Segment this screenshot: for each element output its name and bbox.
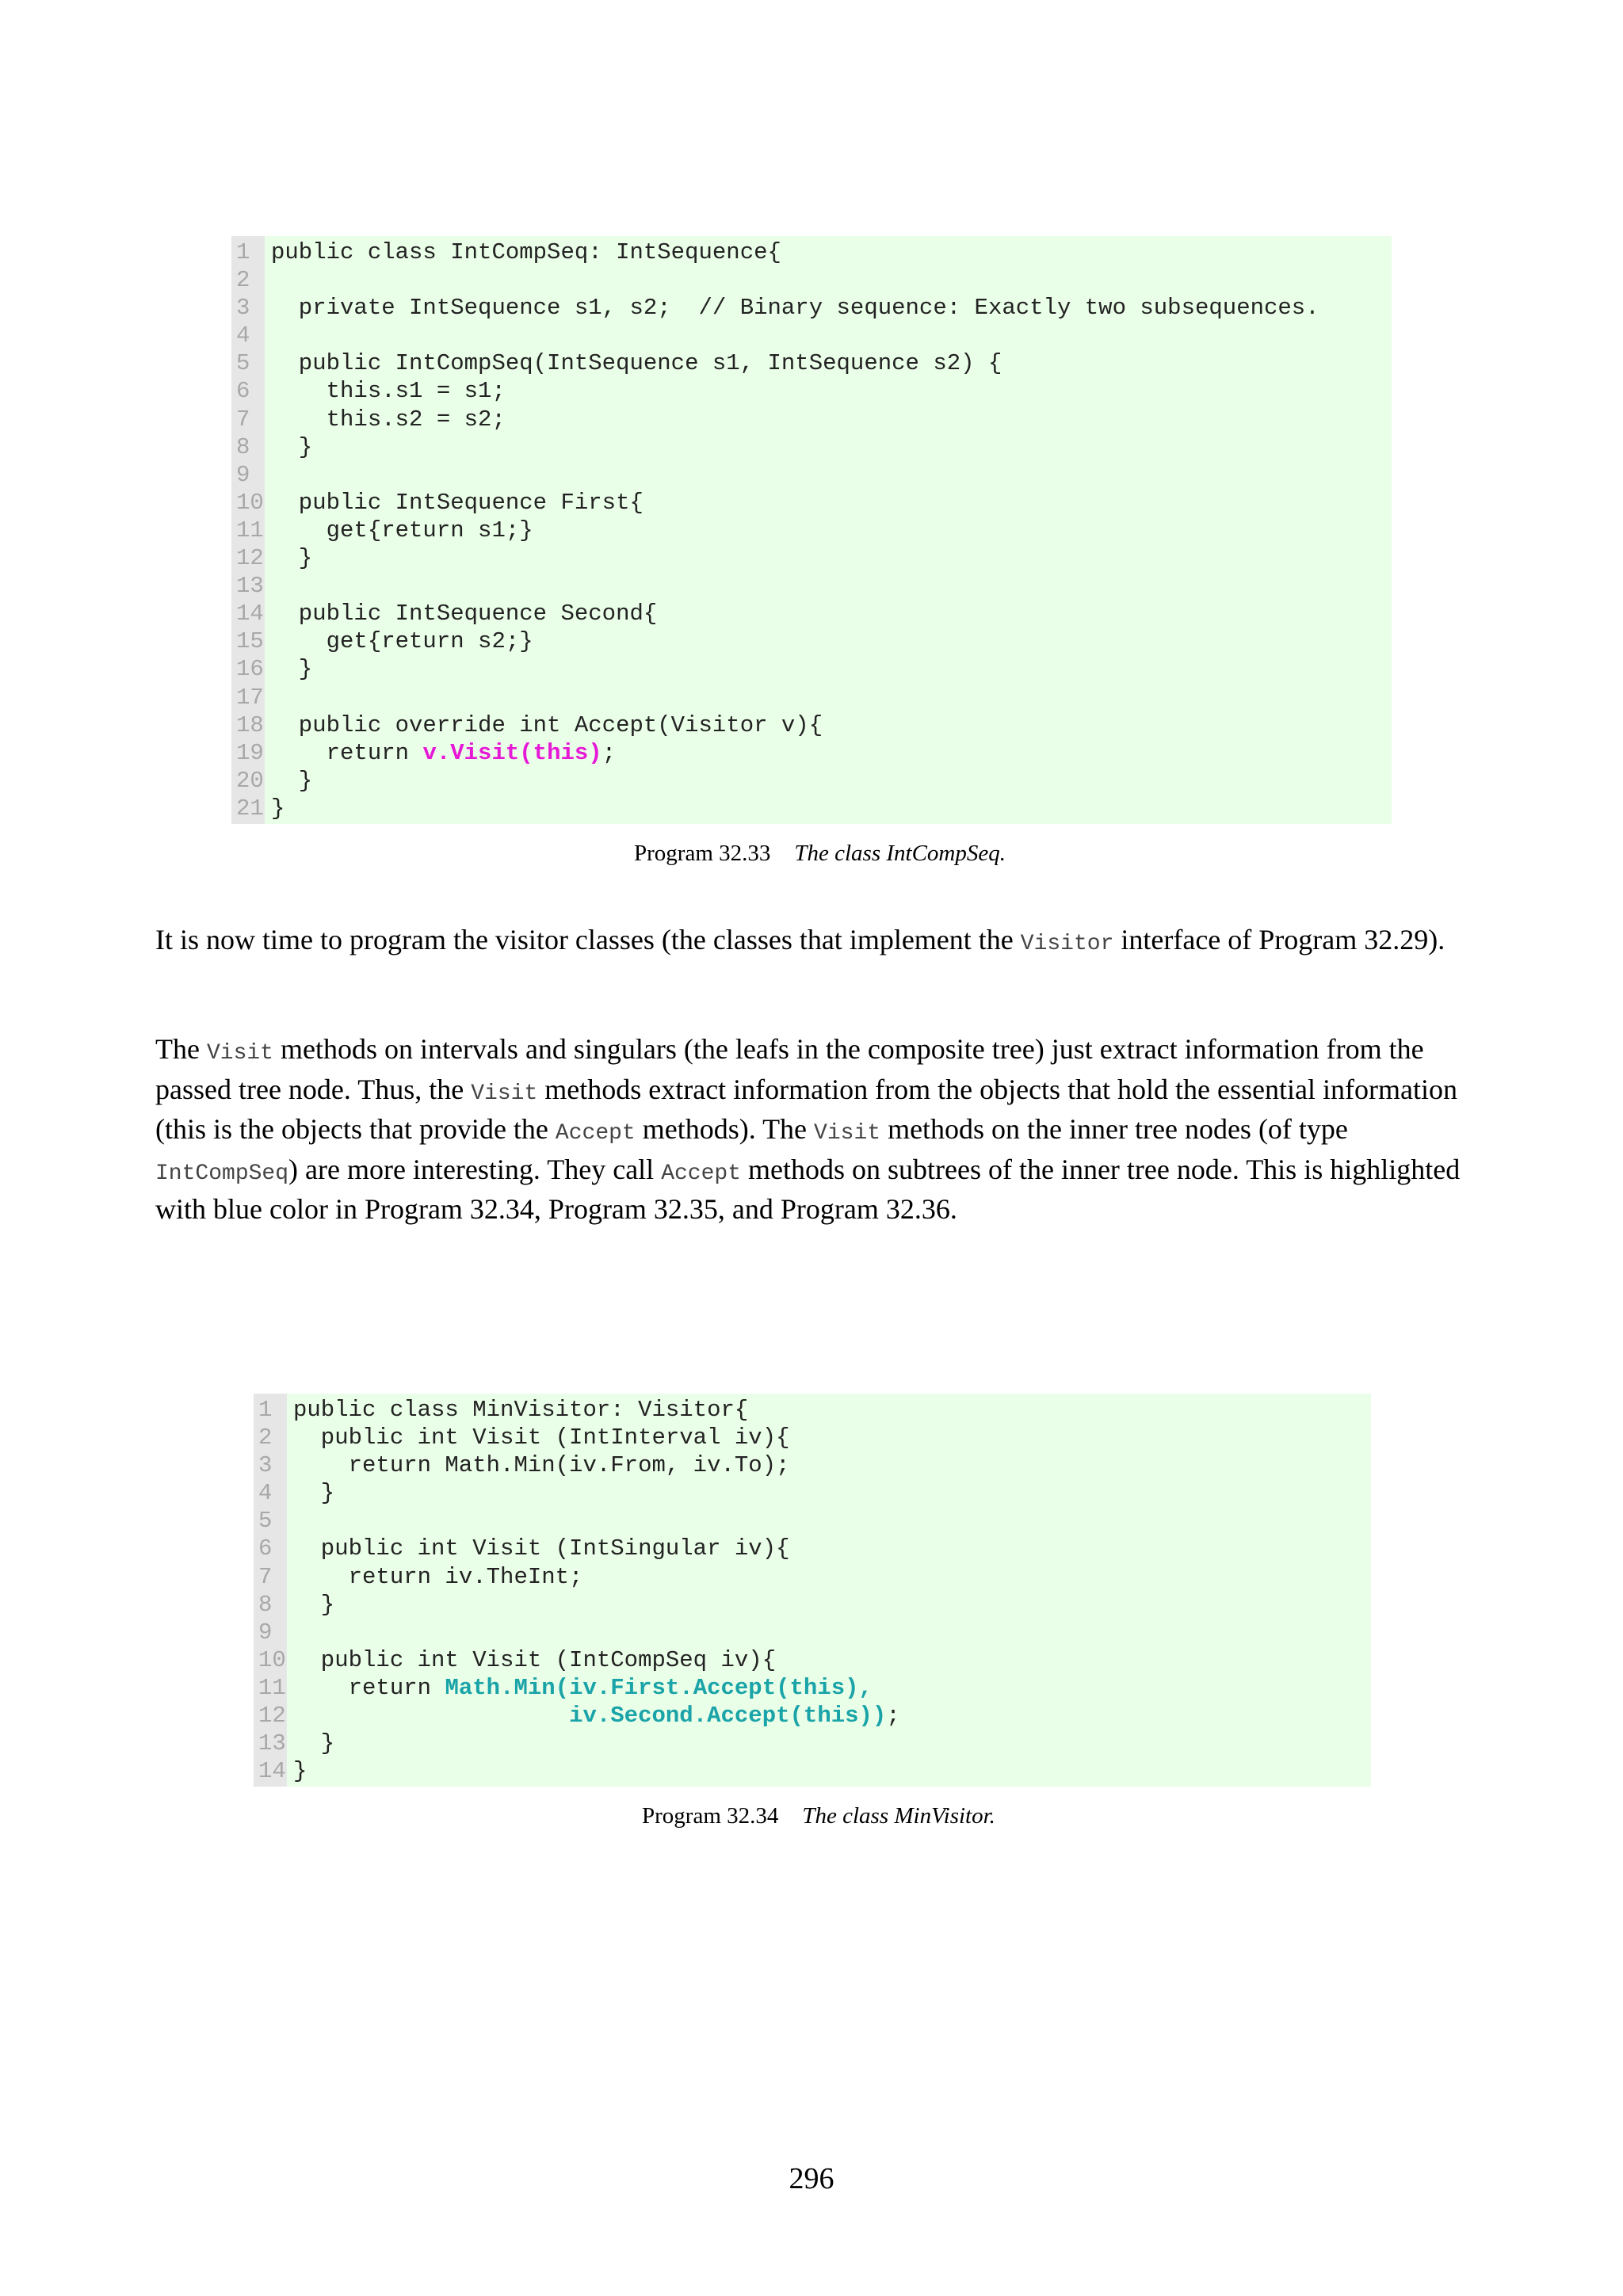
paragraph-text: methods on intervals and singulars (the leafs in the composite tree) just extract information from the passed tree node. Thus, the (155, 1033, 1424, 1105)
code-text: this.s2 = s2; (271, 406, 506, 433)
line-number: 1 (258, 1397, 273, 1423)
code-line (271, 433, 1319, 461)
code-line (271, 655, 1319, 683)
paragraph-text: interface of Program 32.29). (1113, 924, 1445, 955)
code-text: } (293, 1730, 335, 1757)
code-text: public class IntCompSeq: IntSequence{ (271, 239, 781, 265)
inline-code: Visit (471, 1081, 538, 1106)
paragraph-text: It is now time to program the visitor classes (the classes that implement the (155, 924, 1021, 955)
code-text: } (293, 1591, 335, 1618)
line-number: 7 (258, 1563, 273, 1590)
line-number: 7 (236, 406, 250, 433)
code-line (271, 739, 1319, 767)
code-text: } (271, 767, 313, 794)
code-listing-intcompseq (231, 236, 1392, 824)
line-number: 15 (236, 628, 264, 655)
code-line (271, 711, 1319, 739)
code-line (271, 684, 1319, 711)
code-line (271, 600, 1319, 627)
highlighted-code: v.Visit(this) (422, 739, 602, 766)
inline-code: Visit (814, 1121, 881, 1146)
code-line (293, 1535, 900, 1562)
inline-code: Accept (555, 1121, 636, 1146)
code-text: public int Visit (IntInterval iv){ (293, 1425, 790, 1451)
code-text: return iv.TheInt; (293, 1563, 583, 1590)
line-number: 13 (236, 573, 264, 600)
caption-number: Program 32.34 (642, 1803, 779, 1829)
code-line (293, 1396, 900, 1424)
code-text: } (271, 656, 313, 683)
code-line (293, 1479, 900, 1507)
code-text: public IntCompSeq(IntSequence s1, IntSequence s2) { (271, 350, 1002, 377)
line-number: 12 (236, 545, 264, 572)
line-number: 20 (236, 767, 264, 794)
code-line (271, 377, 1319, 405)
code-line (271, 238, 1319, 266)
code-line (293, 1424, 900, 1451)
highlighted-code: Math.Min(iv.First.Accept(this), (445, 1674, 873, 1701)
line-number: 21 (236, 795, 264, 822)
code-text: public override int Accept(Visitor v){ (271, 711, 823, 738)
code-text: return (293, 1674, 445, 1701)
code-line (271, 795, 1319, 822)
line-number: 4 (236, 322, 250, 349)
caption-title: The class MinVisitor. (802, 1803, 995, 1829)
line-number: 9 (236, 461, 250, 488)
code-line (293, 1507, 900, 1535)
code-text: return Math.Min(iv.From, iv.To); (293, 1452, 790, 1479)
line-number-gutter (231, 236, 265, 824)
code-line (271, 322, 1319, 349)
line-number: 10 (236, 489, 264, 516)
code-line (271, 406, 1319, 433)
code-line (271, 767, 1319, 795)
line-number: 3 (236, 295, 250, 322)
code-text: public class MinVisitor: Visitor{ (293, 1397, 749, 1423)
caption-number: Program 32.33 (634, 841, 771, 866)
code-line (271, 349, 1319, 377)
paragraph-text: The (155, 1033, 207, 1065)
code-body (271, 236, 1319, 822)
line-number: 4 (258, 1480, 273, 1507)
code-line (271, 461, 1319, 489)
line-number: 16 (236, 656, 264, 683)
inline-code: Visitor (1020, 932, 1114, 956)
code-line (293, 1646, 900, 1674)
paragraph-text: ) are more interesting. They call (288, 1153, 662, 1185)
inline-code: Visit (206, 1041, 273, 1066)
code-line (293, 1702, 900, 1730)
code-line (293, 1563, 900, 1591)
line-number: 19 (236, 739, 264, 766)
line-number: 8 (236, 433, 250, 460)
line-number: 3 (258, 1452, 273, 1479)
code-text: private IntSequence s1, s2; // Binary sequence: Exactly two subsequences. (271, 295, 1319, 322)
page-number: 296 (789, 2162, 834, 2195)
paragraph-text: methods on subtrees of the inner tree node. This is highlighted with blue color in Program 32.34, Program 32.35, and Program 32.36. (155, 1153, 1461, 1225)
code-text: public int Visit (IntCompSeq iv){ (293, 1646, 777, 1673)
line-number: 2 (258, 1425, 273, 1451)
code-text: } (271, 545, 313, 572)
body-paragraph (155, 1032, 1487, 1227)
code-body (293, 1394, 900, 1785)
line-number: 14 (258, 1758, 286, 1785)
code-line (293, 1619, 900, 1646)
line-number: 5 (236, 350, 250, 377)
code-listing-minvisitor (254, 1394, 1371, 1787)
code-text: } (293, 1480, 335, 1507)
code-line (293, 1591, 900, 1619)
line-number: 13 (258, 1730, 286, 1757)
line-number: 2 (236, 267, 250, 294)
line-number: 12 (258, 1703, 286, 1730)
line-number: 18 (236, 711, 264, 738)
code-text: } (271, 795, 285, 822)
code-text: public IntSequence Second{ (271, 601, 658, 627)
line-number: 5 (258, 1508, 273, 1535)
paragraph-text: methods). The (635, 1113, 815, 1145)
line-number: 8 (258, 1591, 273, 1618)
line-number: 10 (258, 1646, 286, 1673)
code-line (293, 1451, 900, 1479)
code-line (271, 294, 1319, 322)
code-line (271, 517, 1319, 544)
code-line (293, 1730, 900, 1757)
line-number: 14 (236, 601, 264, 627)
code-text: public int Visit (IntSingular iv){ (293, 1535, 790, 1562)
code-text: public IntSequence First{ (271, 489, 643, 516)
highlighted-code: iv.Second.Accept(this)) (569, 1703, 887, 1730)
code-text: get{return s1;} (271, 517, 533, 543)
code-text (293, 1703, 569, 1729)
line-number: 9 (258, 1619, 273, 1646)
body-paragraph (155, 922, 1487, 963)
line-number: 17 (236, 684, 264, 711)
line-number: 11 (258, 1674, 286, 1701)
program-caption (634, 841, 1006, 867)
inline-code: IntCompSeq (155, 1161, 289, 1186)
code-line (271, 266, 1319, 294)
code-text: this.s1 = s1; (271, 378, 506, 405)
line-number: 6 (258, 1535, 273, 1562)
line-number: 11 (236, 517, 264, 543)
inline-code: Accept (661, 1161, 742, 1186)
paragraph-text: methods extract information from the objects that hold the essential information (this is the objects that provide the (155, 1073, 1457, 1145)
code-line (271, 544, 1319, 572)
code-line (271, 627, 1319, 655)
code-line (293, 1757, 900, 1785)
line-number-gutter (254, 1394, 287, 1787)
code-text: get{return s2;} (271, 628, 533, 655)
code-line (271, 572, 1319, 600)
program-caption (642, 1803, 995, 1829)
line-number: 6 (236, 378, 250, 405)
code-line (293, 1674, 900, 1702)
line-number: 1 (236, 239, 250, 265)
code-line (271, 489, 1319, 517)
code-text: return (271, 739, 423, 766)
code-text: ; (886, 1703, 900, 1730)
code-text: } (293, 1758, 307, 1785)
code-text: } (271, 433, 313, 460)
code-text: ; (601, 739, 617, 766)
paragraph-text: methods on the inner tree nodes (of type (880, 1113, 1348, 1145)
caption-title: The class IntCompSeq. (794, 841, 1006, 866)
